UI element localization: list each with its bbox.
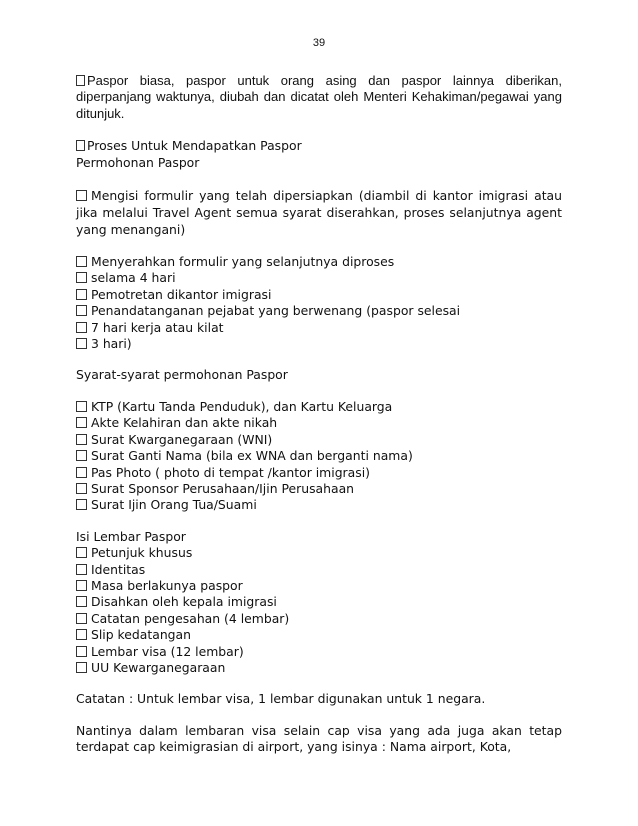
checkbox-icon (76, 662, 87, 673)
section-title-process-text: Proses Untuk Mendapatkan Paspor (87, 138, 302, 154)
section-title-contents: Isi Lembar Paspor (76, 528, 186, 544)
list-item: selama 4 hari (76, 270, 562, 286)
list-item: Pemotretan dikantor imigrasi (76, 287, 562, 303)
checkbox-icon (76, 305, 87, 316)
requirements-list (76, 399, 562, 514)
contents-list (76, 545, 562, 676)
checkbox-icon (76, 483, 87, 494)
list-item: Identitas (76, 562, 562, 578)
section-title-requirements: Syarat-syarat permohonan Paspor (76, 367, 288, 383)
checkbox-icon (76, 434, 87, 445)
checkbox-icon (76, 547, 87, 558)
note-visa: Catatan : Untuk lembar visa, 1 lembar digunakan untuk 1 negara. (76, 691, 486, 707)
list-item: Penandatanganan pejabat yang berwenang (paspor selesai (76, 303, 562, 319)
checkbox-icon (76, 140, 85, 151)
steps-list (76, 254, 562, 352)
checkbox-icon (76, 499, 87, 510)
list-item: 3 hari) (76, 336, 562, 352)
list-item: Catatan pengesahan (4 lembar) (76, 611, 562, 627)
checkbox-icon (76, 629, 87, 640)
checkbox-icon (76, 646, 87, 657)
checkbox-icon (76, 450, 87, 461)
section-subtitle-application: Permohonan Paspor (76, 154, 200, 170)
list-item: 7 hari kerja atau kilat (76, 320, 562, 336)
checkbox-icon (76, 272, 87, 283)
checkbox-icon (76, 417, 87, 428)
checkbox-icon (76, 75, 85, 86)
checkbox-icon (76, 467, 87, 478)
section-title-process (76, 138, 562, 154)
paragraph-form-fill-text: Mengisi formulir yang telah dipersiapkan (diambil di kantor imigrasi atau jika melalui Travel Agent semua syarat diserahkan, proses selanjutnya agent yang menangani) (76, 188, 562, 238)
checkbox-icon (76, 338, 87, 349)
paragraph-passport-types (76, 73, 562, 122)
checkbox-icon (76, 401, 87, 412)
list-item: Surat Ijin Orang Tua/Suami (76, 497, 562, 513)
checkbox-icon (76, 289, 87, 300)
list-item: Menyerahkan formulir yang selanjutnya diproses (76, 254, 562, 270)
list-item: Lembar visa (12 lembar) (76, 644, 562, 660)
paragraph-passport-types-text: Paspor biasa, paspor untuk orang asing dan paspor lainnya diberikan, diperpanjang waktunya, diubah dan dicatat oleh Menteri Kehakiman/pegawai yang ditunjuk. (76, 73, 562, 121)
list-item: Surat Kwarganegaraan (WNI) (76, 432, 562, 448)
checkbox-icon (76, 256, 87, 267)
list-item: Pas Photo ( photo di tempat /kantor imigrasi) (76, 465, 562, 481)
list-item: Akte Kelahiran dan akte nikah (76, 415, 562, 431)
paragraph-form-fill (76, 187, 562, 238)
document-body (76, 73, 562, 756)
paragraph-visa-stamps: Nantinya dalam lembaran visa selain cap visa yang ada juga akan tetap terdapat cap keimigrasian di airport, yang isinya : Nama airport, Kota, (76, 722, 562, 755)
list-item: Surat Sponsor Perusahaan/Ijin Perusahaan (76, 481, 562, 497)
checkbox-icon (76, 580, 87, 591)
checkbox-icon (76, 190, 87, 201)
list-item: UU Kewarganegaraan (76, 660, 562, 676)
page-number: 39 (312, 37, 326, 49)
checkbox-icon (76, 596, 87, 607)
checkbox-icon (76, 613, 87, 624)
list-item: Slip kedatangan (76, 627, 562, 643)
list-item: Disahkan oleh kepala imigrasi (76, 594, 562, 610)
list-item: KTP (Kartu Tanda Penduduk), dan Kartu Keluarga (76, 399, 562, 415)
checkbox-icon (76, 322, 87, 333)
list-item: Masa berlakunya paspor (76, 578, 562, 594)
list-item: Petunjuk khusus (76, 545, 562, 561)
list-item: Surat Ganti Nama (bila ex WNA dan berganti nama) (76, 448, 562, 464)
checkbox-icon (76, 564, 87, 575)
